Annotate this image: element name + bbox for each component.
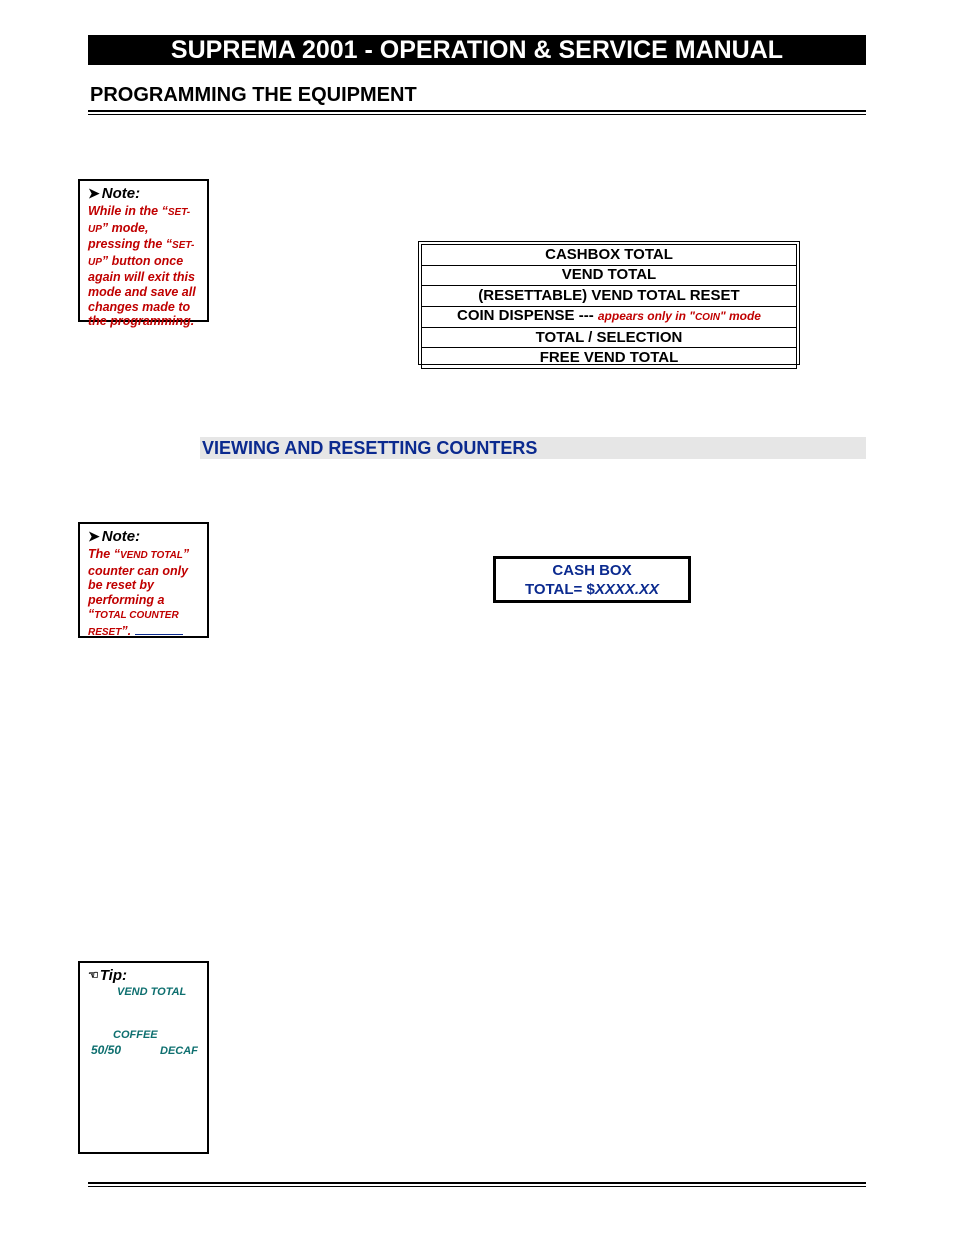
note-text: The “VEND TOTAL” counter can only be reset by performing a “TOTAL COUNTER RESET”. (88, 547, 190, 638)
note-label: Note: (101, 528, 141, 545)
setup-menu-table (418, 241, 800, 365)
heading-rule (88, 110, 866, 115)
page-title: SUPREMA 2001 - OPERATION & SERVICE MANUAL (88, 35, 866, 65)
tip-vend-total: VEND TOTAL (117, 986, 187, 998)
tip-box (78, 961, 209, 1154)
note-text: While in the “SET-UP” mode, pressing the “SET-UP” button once again will exit this mode and save all changes made to the programming. (88, 204, 196, 329)
menu-item-coin-dispense: COIN DISPENSE --- appears only in "COIN" mode (422, 306, 797, 327)
section-heading: PROGRAMMING THE EQUIPMENT (90, 84, 417, 106)
tip-label: Tip: (99, 967, 127, 984)
arrow-bullet-icon: ➤ (88, 528, 100, 544)
menu-item-cashbox-total: CASHBOX TOTAL (422, 245, 797, 266)
menu-item-vend-total: VEND TOTAL (422, 265, 797, 286)
note-box-vend-total (78, 522, 209, 638)
note-box-setup (78, 179, 209, 329)
menu-item-total-selection: TOTAL / SELECTION (422, 327, 797, 348)
footer-rule (88, 1182, 866, 1187)
menu-item-resettable-vend-total: (RESETTABLE) VEND TOTAL RESET (422, 286, 797, 307)
arrow-bullet-icon: ➤ (88, 185, 100, 201)
display-line-1: CASH BOX (552, 562, 632, 579)
subsection-heading: VIEWING AND RESETTING COUNTERS (202, 438, 538, 458)
note-header (88, 528, 201, 545)
note-label: Note: (101, 185, 141, 202)
tip-header (88, 967, 127, 984)
cashbox-display (493, 556, 691, 603)
thumbs-up-icon: ☜ (88, 968, 99, 982)
display-line-2: TOTAL= $XXXX.XX (524, 581, 660, 598)
menu-item-free-vend-total: FREE VEND TOTAL (422, 348, 797, 369)
note-header (88, 185, 201, 202)
tip-ratio: 50/50 (91, 1043, 122, 1057)
underline-blank (135, 624, 183, 635)
tip-coffee: COFFEE (113, 1029, 158, 1041)
tip-decaf: DECAF (160, 1045, 198, 1057)
coin-mode-hint: appears only in "COIN" mode (597, 308, 761, 323)
